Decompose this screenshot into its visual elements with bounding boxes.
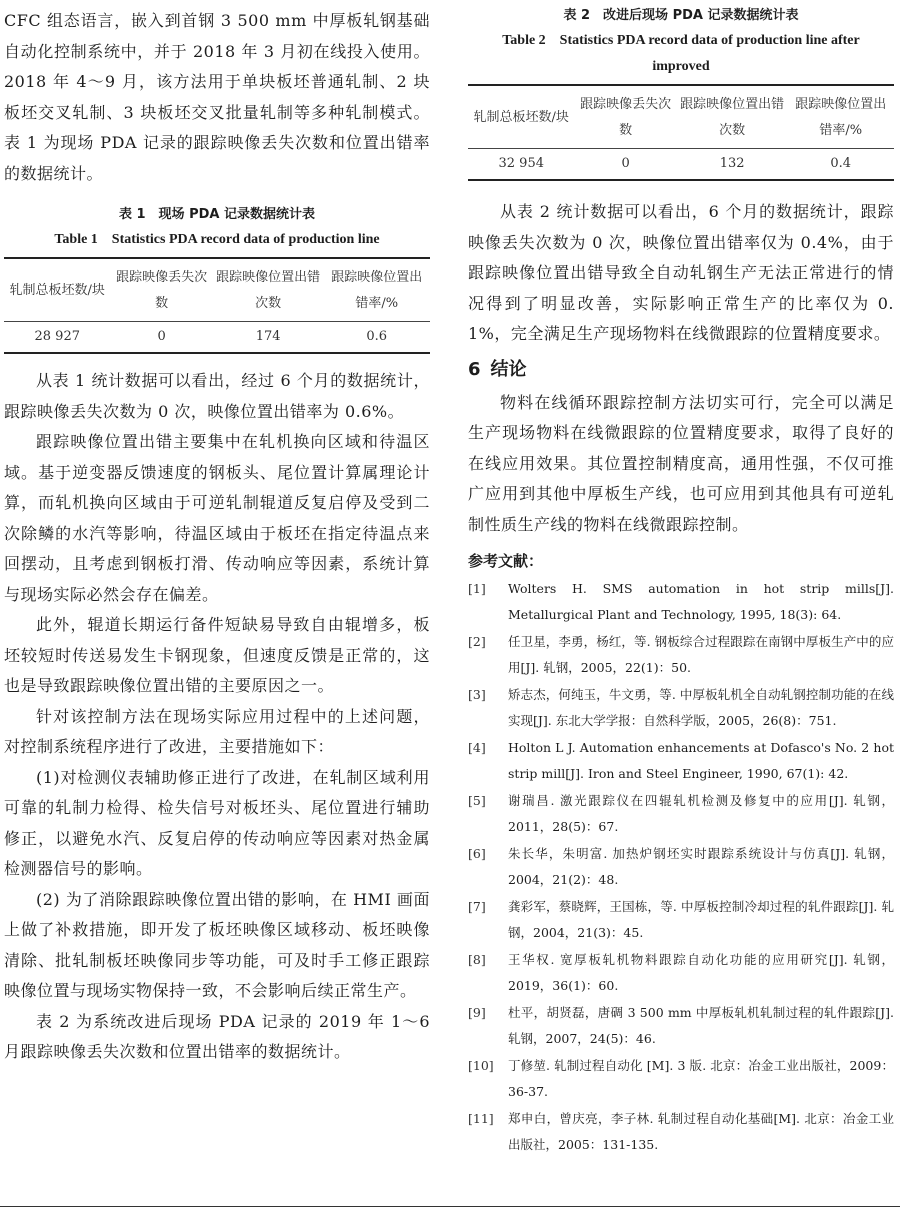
reference-number: [5]	[468, 793, 486, 808]
table-2-grid	[468, 84, 894, 181]
reference-number: [8]	[468, 952, 486, 967]
table-2-caption-en: Table 2 Statistics PDA record data of production line after improved	[502, 33, 860, 74]
table-2-cell-error-count: 132	[719, 156, 745, 171]
reference-text: 龚彩军，蔡晓辉，王国栋，等. 中厚板控制冷却过程的轧件跟踪[J]. 轧钢，2004，21(3)：45.	[508, 899, 894, 940]
reference-number: [1]	[468, 581, 486, 596]
table-2-cell-total-slabs: 32 954	[498, 156, 544, 171]
list-item	[468, 682, 894, 734]
reference-text: 矫志杰，何纯玉，牛文勇，等. 中厚板轧机全自动轧钢控制功能的在线实现[J]. 东北大学学报：自然科学版，2005，26(8)：751.	[508, 687, 894, 728]
reference-number: [9]	[468, 1005, 486, 1020]
table-1-grid	[4, 257, 430, 354]
reference-text: 王华权. 宽厚板轧机物料跟踪自动化功能的应用研究[J]. 轧钢，2019，36(1)：60.	[508, 952, 894, 993]
right-column	[468, 0, 894, 1159]
table-2-header-total-slabs: 轧制总板坯数/块	[473, 110, 569, 125]
table-1-header-error-count: 跟踪映像位置出错次数	[216, 270, 321, 311]
table-1	[4, 203, 430, 354]
reference-text: Wolters H. SMS automation in hot strip mills[J]. Metallurgical Plant and Technology, 1995, 18(3): 64.	[508, 581, 894, 622]
paragraph: 从表 1 统计数据可以看出，经过 6 个月的数据统计，跟踪映像丢失次数为 0 次，映像位置出错率为 0.6%。	[4, 371, 430, 421]
reference-number: [10]	[468, 1058, 494, 1073]
list-item	[468, 947, 894, 999]
table-1-header-row	[4, 258, 430, 322]
table-1-cell-lost-count: 0	[157, 329, 166, 344]
intro-paragraph: CFC 组态语言，嵌入到首钢 3 500 mm 中厚板轧钢基础自动化控制系统中，并于 2018 年 3 月初在线投入使用。2018 年 4～9 月，该方法用于单块板坯普通轧制、2 块板坯交叉轧制、3 块板坯交叉批量轧制等多种轧制模式。表 1 为现场 PDA 记录的跟踪映像丢失次数和位置出错率的数据统计。	[4, 11, 430, 183]
table-2	[468, 4, 894, 181]
table-1-cell-error-rate: 0.6	[366, 329, 388, 344]
reference-text: 杜平，胡贤磊，唐碉 3 500 mm 中厚板轧机轧制过程的轧件跟踪[J]. 轧钢，2007，24(5)：46.	[508, 1005, 894, 1046]
section-number: 6	[468, 358, 481, 380]
paragraph: 针对该控制方法在现场实际应用过程中的上述问题，对控制系统程序进行了改进，主要措施如下：	[4, 706, 430, 756]
paragraph: 跟踪映像位置出错主要集中在轧机换向区域和待温区域。基于逆变器反馈速度的钢板头、尾位置计算属理论计算，而轧机换向区域由于可逆轧制辊道反复启停及受到二次除鳞的水汽等影响，待温区域由于板坯在指定待温点来回摆动，且考虑到钢板打滑、传动响应等因素，系统计算与现场实际必然会存在偏差。	[4, 432, 430, 604]
table-row	[468, 149, 894, 181]
reference-number: [3]	[468, 687, 486, 702]
list-item	[468, 1000, 894, 1052]
reference-text: 丁修堃. 轧制过程自动化 [M]. 3 版. 北京：冶金工业出版社，2009：36-37.	[508, 1058, 894, 1099]
references-list	[468, 576, 894, 1158]
list-item	[468, 894, 894, 946]
reference-text: 任卫星，李勇，杨红，等. 钢板综合过程跟踪在南钢中厚板生产中的应用[J]. 轧钢，2005，22(1)：50.	[508, 634, 894, 675]
left-column	[4, 0, 430, 1068]
reference-text: 朱长华，朱明富. 加热炉钢坯实时跟踪系统设计与仿真[J]. 轧钢，2004，21(2)：48.	[508, 846, 894, 887]
reference-number: [7]	[468, 899, 486, 914]
list-item	[468, 1053, 894, 1105]
table-row	[4, 322, 430, 354]
reference-text: 郑申白，曾庆亮，李子林. 轧制过程自动化基础[M]. 北京：冶金工业出版社，2005：131-135.	[508, 1111, 894, 1152]
table-1-header-total-slabs: 轧制总板坯数/块	[9, 283, 105, 298]
list-item	[468, 841, 894, 893]
reference-number: [2]	[468, 634, 486, 649]
list-item	[468, 735, 894, 787]
references-heading: 参考文献：	[468, 552, 544, 570]
table-1-caption-zh: 表 1 现场 PDA 记录数据统计表	[118, 207, 315, 222]
reference-text: Holton L J. Automation enhancements at Dofasco's No. 2 hot strip mill[J]. Iron and Steel Engineer, 1990, 67(1): 42.	[508, 740, 894, 781]
table-2-cell-lost-count: 0	[621, 156, 630, 171]
table-1-header-lost-count: 跟踪映像丢失次数	[116, 270, 208, 311]
table-2-header-row	[468, 85, 894, 149]
section-heading	[468, 352, 894, 388]
paragraph: 此外，辊道长期运行备件短缺易导致自由辊增多，板坯较短时传送易发生卡钢现象，但速度反馈是正常的，这也是导致跟踪映像位置出错的主要原因之一。	[4, 615, 430, 695]
list-item	[468, 1106, 894, 1158]
table-2-header-lost-count: 跟踪映像丢失次数	[580, 97, 672, 138]
list-item	[468, 788, 894, 840]
paragraph: 从表 2 统计数据可以看出，6 个月的数据统计，跟踪映像丢失次数为 0 次，映像位置出错率仅为 0.4%，由于跟踪映像位置出错导致全自动轧钢生产无法正常进行的情况得到了明显改善，实际影响正常生产的比率仅为 0.1%，完全满足生产现场物料在线微跟踪的位置精度要求。	[468, 202, 894, 343]
reference-number: [6]	[468, 846, 486, 861]
reference-text: 谢瑞昌. 激光跟踪仪在四辊轧机检测及修复中的应用[J]. 轧钢，2011，28(5)：67.	[508, 793, 894, 834]
paragraph: 物料在线循环跟踪控制方法切实可行，完全可以满足生产现场物料在线微跟踪的位置精度要求，取得了良好的在线应用效果。其位置控制精度高，通用性强，不仅可推广应用到其他中厚板生产线，也可应用到其他具有可逆轧制性质生产线的物料在线微跟踪控制。	[468, 392, 894, 534]
table-1-cell-error-count: 174	[255, 329, 281, 344]
table-1-cell-total-slabs: 28 927	[34, 329, 80, 344]
table-1-caption-en: Table 1 Statistics PDA record data of production line	[54, 232, 380, 247]
table-2-header-error-count: 跟踪映像位置出错次数	[680, 97, 785, 138]
page-bottom-divider	[0, 1206, 900, 1207]
table-2-cell-error-rate: 0.4	[830, 156, 852, 171]
left-body	[4, 366, 430, 1068]
table-1-header-error-rate: 跟踪映像位置出错率/%	[331, 270, 423, 311]
list-item	[468, 576, 894, 628]
section-title: 结论	[490, 358, 527, 380]
reference-number: [11]	[468, 1111, 494, 1126]
reference-number: [4]	[468, 740, 486, 755]
table-2-caption-zh: 表 2 改进后现场 PDA 记录数据统计表	[563, 8, 799, 23]
paragraph: (1)对检测仪表辅助修正进行了改进，在轧制区域利用可靠的轧制力检得、检失信号对板坯头、尾位置进行辅助修正，以避免水汽、反复启停的传动响应等因素对热金属检测器信号的影响。	[4, 767, 430, 878]
table-2-header-error-rate: 跟踪映像位置出错率/%	[795, 97, 887, 138]
list-item	[468, 629, 894, 681]
paragraph: 表 2 为系统改进后现场 PDA 记录的 2019 年 1～6 月跟踪映像丢失次数和位置出错率的数据统计。	[4, 1011, 430, 1061]
paragraph: (2) 为了消除跟踪映像位置出错的影响，在 HMI 画面上做了补救措施，即开发了板坯映像区域移动、板坯映像清除、批轧制板坯映像同步等功能，可及时手工修正跟踪映像位置与现场实物保持一致，不会影响后续正常生产。	[4, 889, 430, 1000]
